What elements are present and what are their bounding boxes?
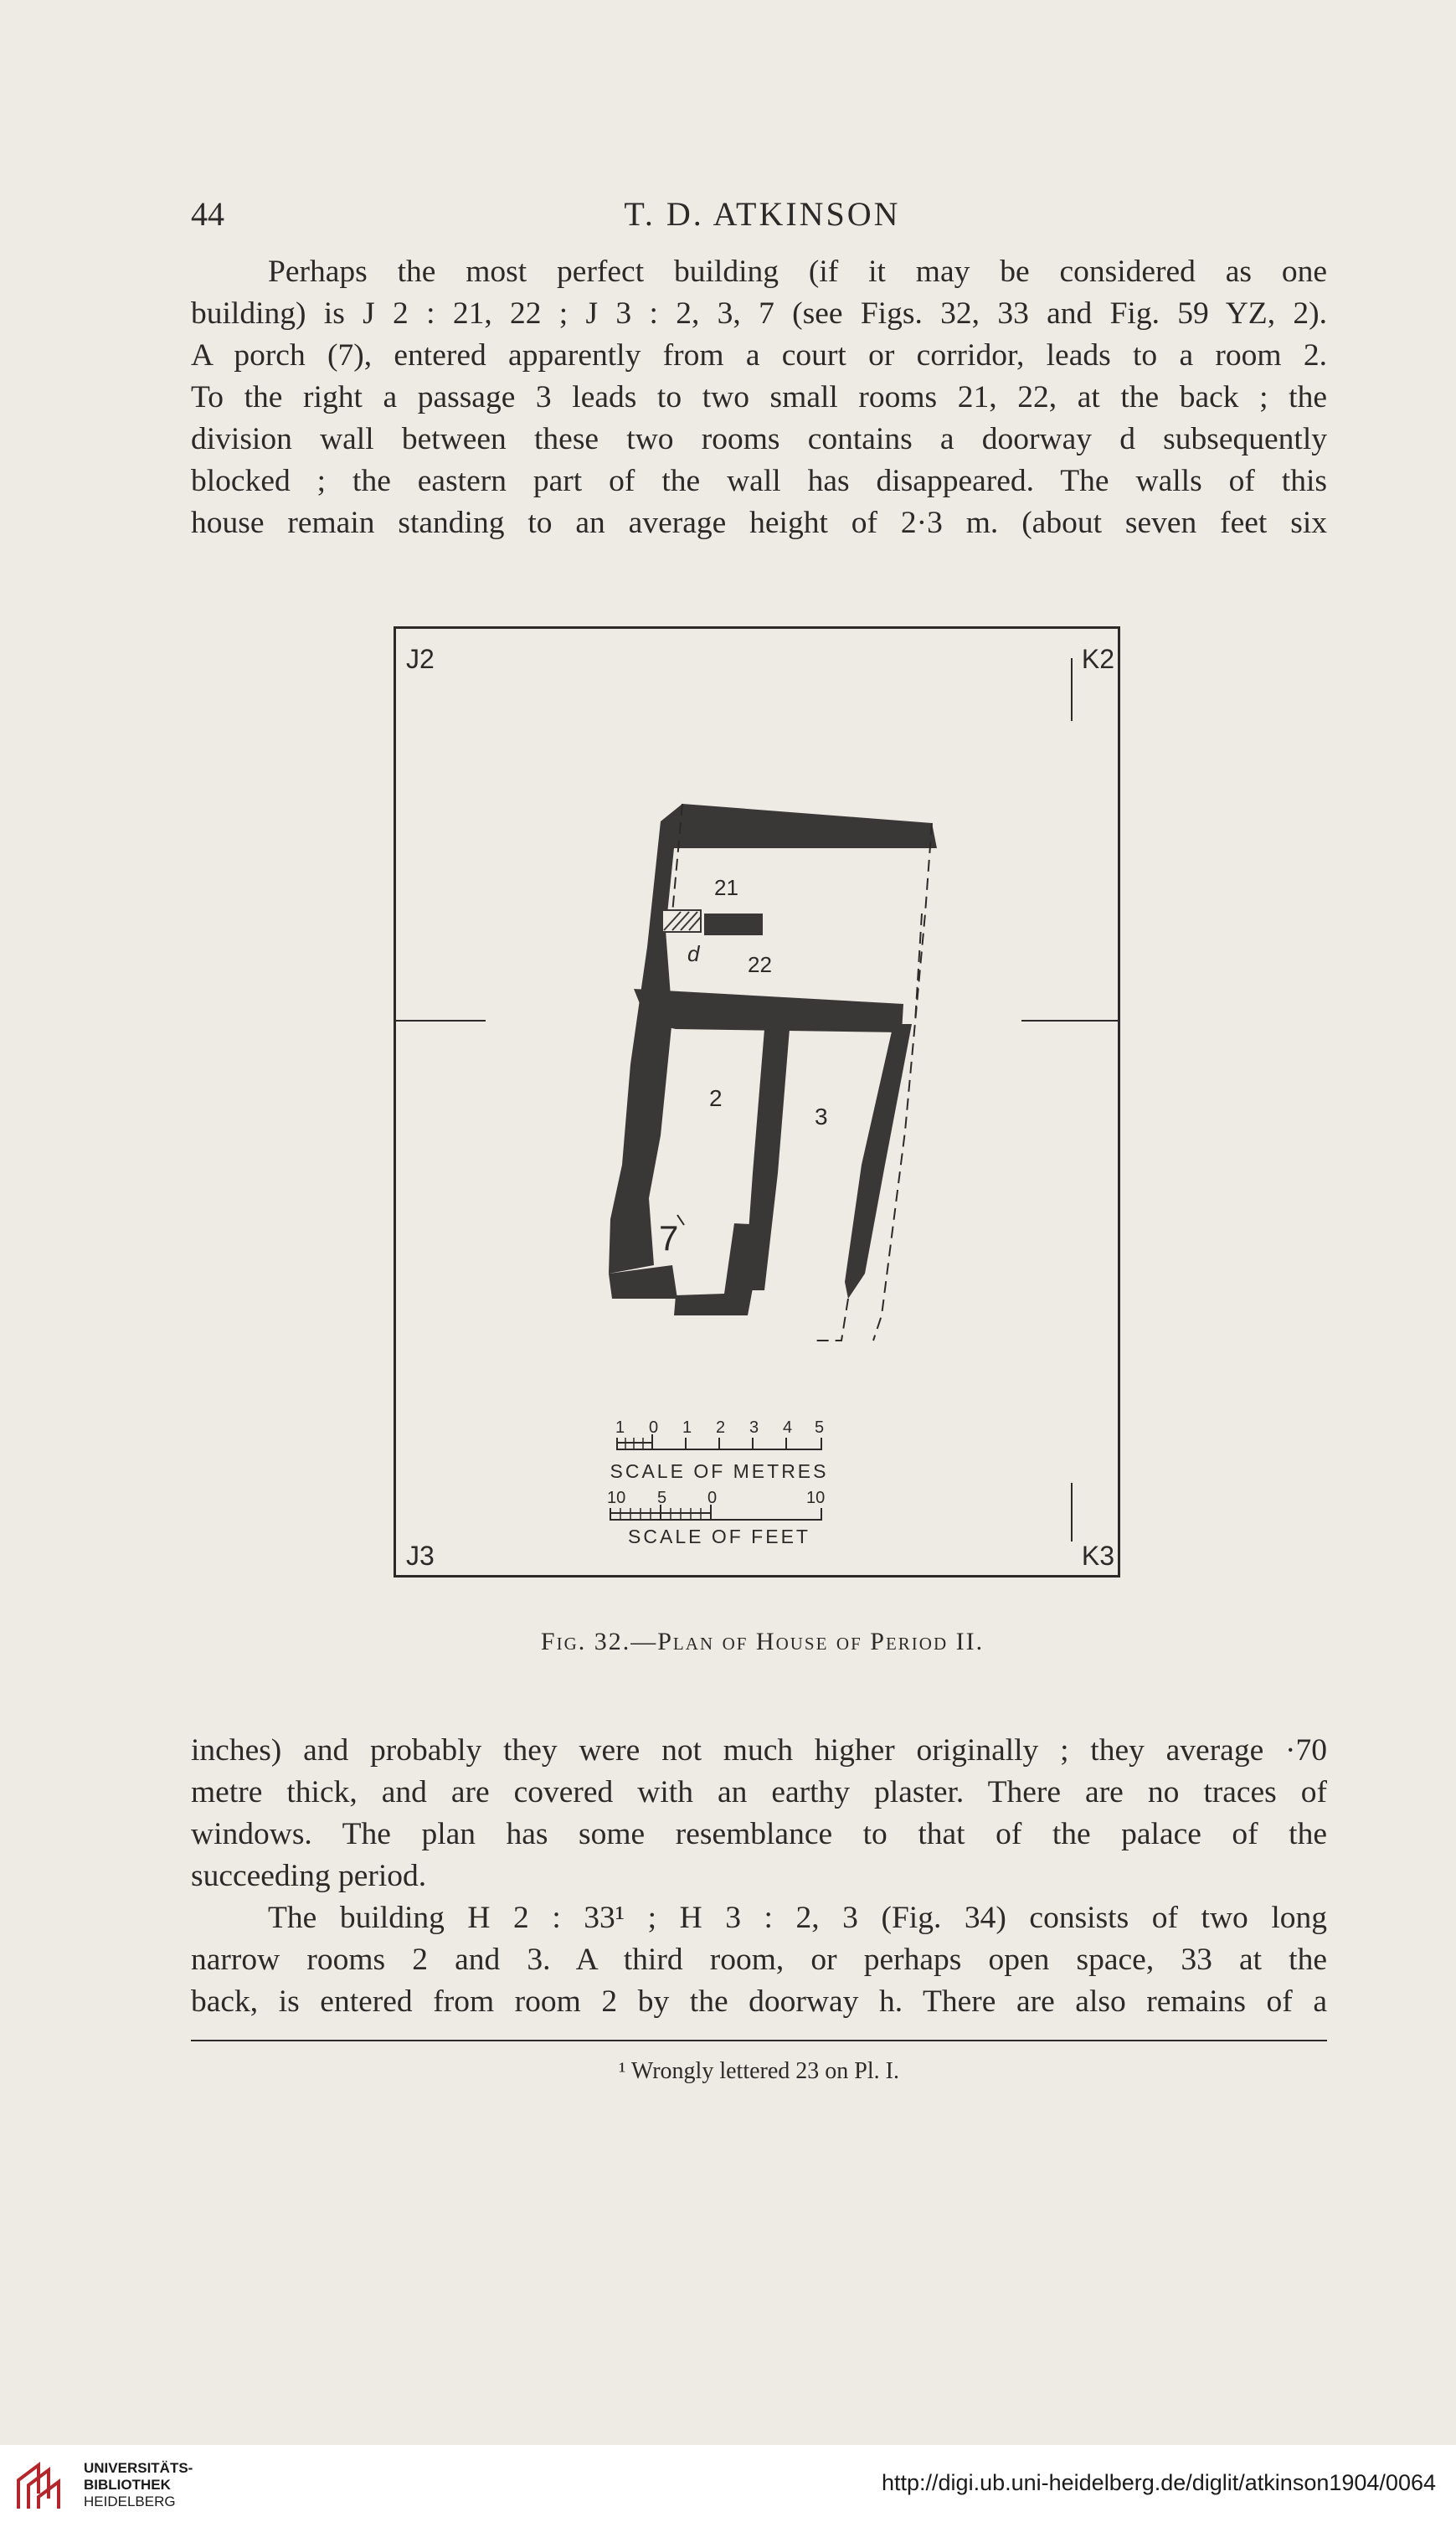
feet-scale-label: SCALE OF FEET (628, 1526, 810, 1547)
library-line-2: BIBLIOTHEK (84, 2477, 171, 2493)
text-line: To the right a passage 3 leads to two small rooms 21, 22, at the back ; the (191, 380, 1327, 414)
library-logo-icon[interactable] (13, 2460, 72, 2512)
grid-label-k3: K3 (1081, 1541, 1114, 1571)
text-line: A porch (7), entered apparently from a court or corridor, leads to a room 2. (191, 338, 1327, 373)
footnote-rule (191, 2040, 1327, 2041)
text-line: metre thick, and are covered with an earthy plaster. There are no traces of (191, 1775, 1327, 1809)
page-header (191, 194, 1334, 236)
doorway-label-d: d (687, 941, 700, 966)
text-line: building) is J 2 : 21, 22 ; J 3 : 2, 3, 7 (see Figs. 32, 33 and Fig. 59 YZ, 2). (191, 296, 1327, 331)
footnote: ¹ Wrongly lettered 23 on Pl. I. (619, 2058, 899, 2084)
figure-caption: Fig. 32.—Plan of House of Period II. (540, 1628, 985, 1655)
text-line: back, is entered from room 2 by the doorway h. There are also remains of a (191, 1984, 1327, 2019)
running-head: T. D. ATKINSON (624, 195, 901, 233)
room-label-21: 21 (714, 875, 738, 900)
text-line: succeeding period. (191, 1859, 427, 1893)
text-line: Perhaps the most perfect building (if it may be considered as one (268, 255, 1327, 289)
text-line: house remain standing to an average height of 2·3 m. (about seven feet six (191, 506, 1327, 540)
scale-tick-label: 1 (615, 1418, 625, 1437)
house-plan-drawing (396, 629, 1118, 1575)
paragraph-1 (191, 251, 1327, 544)
text-line: division wall between these two rooms contains a doorway d subsequently (191, 422, 1327, 456)
metre-scale-label: SCALE OF METRES (610, 1460, 829, 1482)
text-line: windows. The plan has some resemblance to that of the palace of the (191, 1817, 1327, 1851)
metre-scale (610, 1418, 829, 1482)
feet-scale (607, 1489, 825, 1547)
scale-tick-label: 5 (815, 1418, 825, 1437)
house-walls (609, 804, 937, 1315)
text-line: inches) and probably they were not much higher originally ; they average ·70 (191, 1733, 1327, 1768)
library-line-1: UNIVERSITÄTS- (84, 2460, 193, 2476)
room-label-2: 2 (709, 1085, 723, 1111)
scale-tick-label: 0 (707, 1489, 718, 1507)
footer-bar (0, 2445, 1456, 2522)
text-line: narrow rooms 2 and 3. A third room, or perhaps open space, 33 at the (191, 1943, 1327, 1977)
scale-tick-label: 5 (657, 1489, 667, 1507)
grid-label-j3: J3 (406, 1541, 435, 1571)
library-name (84, 2460, 193, 2510)
library-line-3: HEIDELBERG (84, 2494, 176, 2509)
scale-tick-label: 10 (607, 1489, 626, 1507)
paragraph-3 (191, 1897, 1327, 2023)
text-line: The building H 2 : 33¹ ; H 3 : 2, 3 (Fig. 34) consists of two long (268, 1901, 1327, 1935)
scale-tick-label: 0 (649, 1418, 659, 1437)
text-line: blocked ; the eastern part of the wall has disappeared. The walls of this (191, 464, 1327, 498)
figure-plan (394, 626, 1120, 1578)
paragraph-2 (191, 1730, 1327, 1897)
scale-tick-label: 10 (806, 1489, 826, 1507)
scale-tick-label: 2 (716, 1418, 726, 1437)
grid-label-k2: K2 (1081, 644, 1114, 674)
room-label-22: 22 (748, 952, 772, 977)
blocked-doorway-hatch (662, 910, 701, 932)
scale-tick-label: 3 (749, 1418, 759, 1437)
page-number: 44 (191, 195, 224, 233)
room-label-7: 7 (659, 1218, 679, 1258)
scale-tick-label: 4 (783, 1418, 793, 1437)
grid-label-j2: J2 (406, 644, 435, 674)
scale-tick-label: 1 (682, 1418, 692, 1437)
source-url-link[interactable]: http://digi.ub.uni-heidelberg.de/diglit/atkinson1904/0064 (882, 2470, 1436, 2495)
room-label-3: 3 (815, 1104, 828, 1130)
